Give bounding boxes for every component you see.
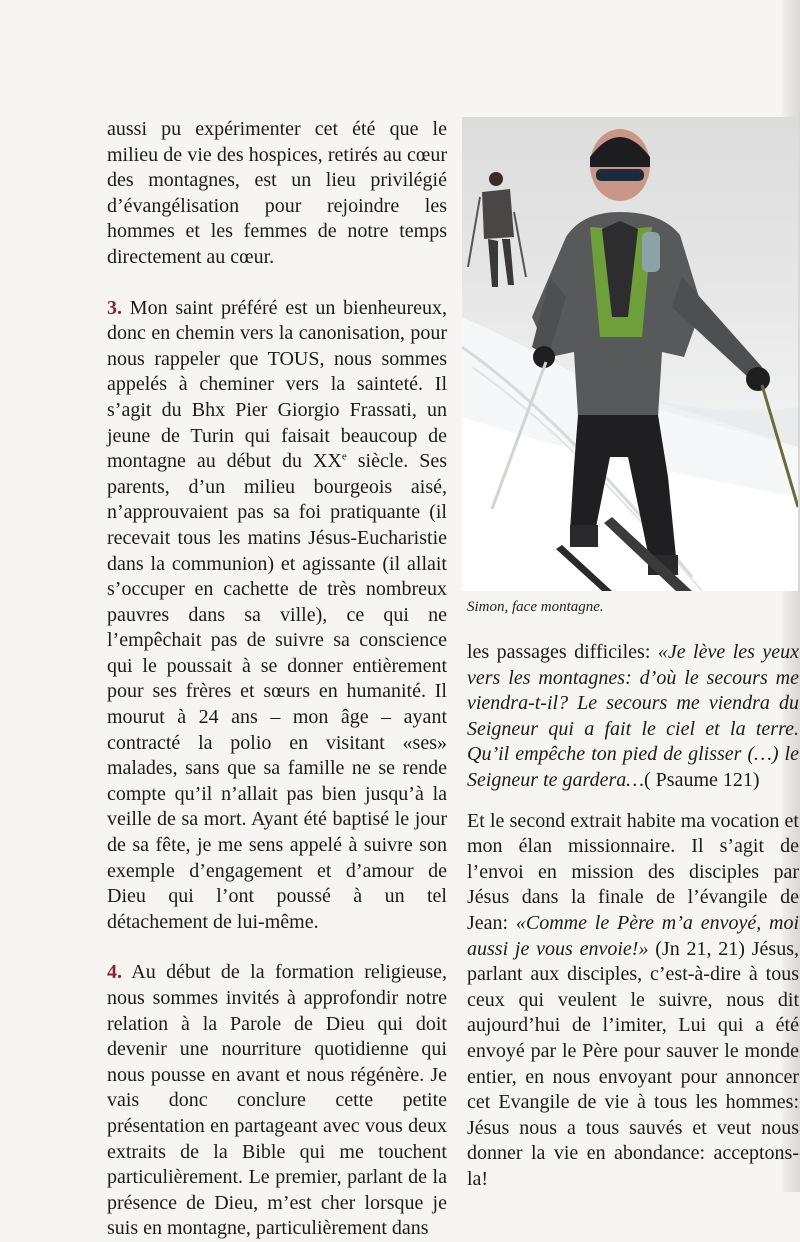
paragraph-4 bbox=[107, 960, 447, 1242]
paragraph-text: Et le second extrait habite ma vocation et mon élan missionnaire. Il s’agit de l’envoi en mission des disciples par Jésus dans la finale de l’évangile de Jean: bbox=[467, 809, 799, 934]
psalm-paragraph bbox=[467, 640, 799, 794]
paragraph-text: (Jn 21, 21) Jésus, parlant aux disciples, c’est-à-dire à tous ceux qui veulent le suivre, nous dit aujourd’hui de l’imiter, Lui qui a été envoyé par le Père pour sauver le monde entier, en nous envoyant pour annoncer cet Evangile de vie à tous les hommes: Jésus nous a tous sauvés et veut nous donner la vie en abondance: acceptons-la! bbox=[467, 937, 799, 1190]
paragraph-intro: aussi pu expérimenter cet été que le milieu de vie des hospices, retirés au cœur des montagnes, est un lieu privilégié d’évangélisation pour rejoindre les hommes et les femmes de notre temps directement au cœur. bbox=[107, 118, 447, 268]
psalm-quote: «Je lève les yeux vers les montagnes: d’où le secours me viendra-t-il? Le secours me viendra du Seigneur qui a fait le ciel et la terre. Qu’il empêche ton pied de glisser (…) le Seigneur te gardera… bbox=[467, 641, 799, 791]
skier-photo bbox=[462, 117, 798, 591]
superscript: e bbox=[341, 450, 347, 463]
psalm-reference: ( Psaume 121) bbox=[644, 768, 760, 791]
paragraph-number: 3. bbox=[107, 296, 122, 319]
paragraph-number: 4. bbox=[107, 961, 122, 984]
photo-caption: Simon, face montagne. bbox=[467, 599, 604, 615]
gospel-quote: «Comme le Père m’a envoyé, moi aussi je vous envoie!» bbox=[467, 911, 799, 960]
left-column bbox=[107, 117, 447, 1242]
photo-illustration bbox=[462, 117, 798, 591]
background-skier bbox=[468, 172, 526, 287]
right-column bbox=[467, 640, 799, 1192]
paragraph-text: Mon saint préféré est un bienheureux, donc en chemin vers la canonisation, pour nous rappeler que TOUS, nous sommes appelés à cheminer vers la sainteté. Il s’agit du Bhx Pier Giorgio Frassati, un jeune de Turin qui faisait beaucoup de montagne au début du XX bbox=[107, 296, 447, 473]
paragraph-text: les passages difficiles: bbox=[467, 641, 658, 663]
paragraph-text: siècle. Ses parents, d’un milieu bourgeois aisé, n’approuvaient pas sa foi pratiquante (il recevait tous les matins Jésus-Eucharistie dans la communion) et agissante (il allait s’occuper en cachette de très nombreux pauvres dans sa ville), ce qui ne l’empêchait pas de suivre sa conscience qui le poussait à se donner entièrement pour ses frères et sœurs en humanité. Il mourut à 24 ans – mon âge – ayant contracté la polio en visitant «ses» malades, sans que sa famille ne se rende compte qu’il n’allait pas bien jusqu’à la veille de sa mort. Ayant été baptisé le jour de sa fête, je me sens appelé à suivre son exemple d’engagement et d’amour de Dieu qui l’ont poussé à un tel détachement de lui-même. bbox=[107, 450, 447, 933]
mission-paragraph bbox=[467, 809, 799, 1193]
paragraph-3 bbox=[107, 296, 447, 936]
paragraph-text: Au début de la formation religieuse, nous sommes invités à approfondir notre relation à la Parole de Dieu qui doit devenir une nourriture quotidienne qui nous pousse en avant et nous régénère. Je vais donc conclure cette petite présentation en partageant avec vous deux extraits de la Bible qui me touchent particulièrement. Le premier, parlant de la présence de Dieu, m’est cher lorsque je suis en montagne, particulièrement dans bbox=[107, 961, 447, 1240]
